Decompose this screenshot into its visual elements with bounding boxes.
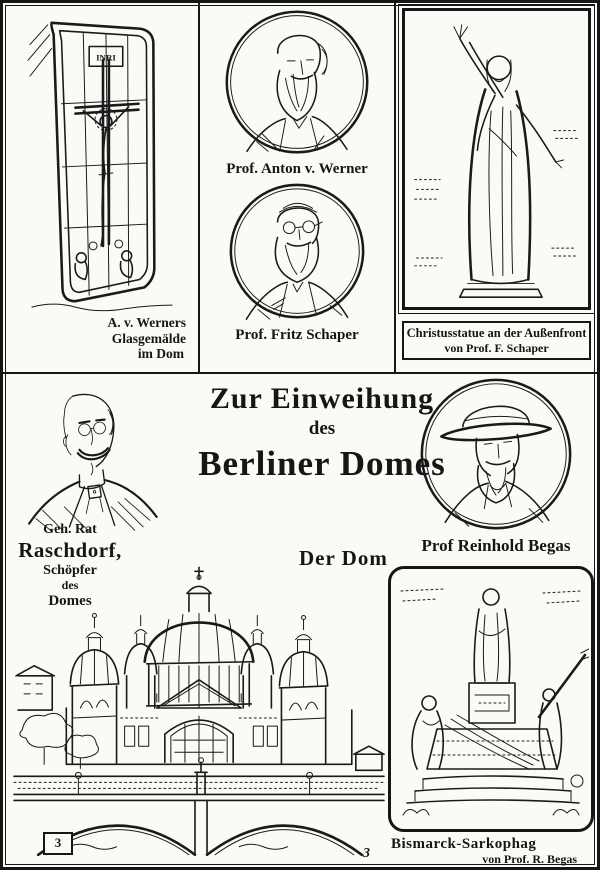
raschdorff-caption-line1: Geh. Rat bbox=[43, 522, 97, 537]
herald-figure-right bbox=[539, 649, 589, 769]
christus-caption-box bbox=[402, 321, 591, 360]
statue-inner-frame bbox=[402, 8, 591, 310]
bismarck-caption-line1: Bismarck-Sarkophag bbox=[391, 836, 537, 852]
title-line3: Berliner Domes bbox=[198, 444, 446, 483]
werner-portrait-medallion bbox=[215, 7, 379, 159]
far-left-building bbox=[16, 666, 54, 710]
dom-label: Der Dom bbox=[299, 546, 388, 570]
raschdorff-caption-line5: Domes bbox=[48, 593, 92, 610]
christus-caption-line2: von Prof. F. Schaper bbox=[444, 341, 549, 355]
glass-window-panel bbox=[3, 3, 200, 374]
raschdorff-caption-line3: Schöpfer bbox=[43, 563, 97, 579]
background-stippling bbox=[415, 131, 578, 266]
raschdorff-caption-line4: des bbox=[61, 578, 79, 593]
background-hatching bbox=[28, 25, 172, 311]
lamp-post-icon bbox=[75, 772, 81, 778]
christ-figure bbox=[454, 25, 564, 284]
raschdorff-bust bbox=[29, 394, 156, 532]
title-line1: Zur Einweihung bbox=[209, 382, 435, 415]
glass-caption-line2: Glasgemälde bbox=[111, 330, 186, 346]
raschdorff-caption bbox=[15, 522, 125, 610]
page-title bbox=[168, 382, 476, 484]
mourner-figure-left bbox=[412, 696, 443, 769]
stained-glass-window-illustration bbox=[21, 9, 185, 315]
right-kiosk bbox=[354, 746, 384, 770]
trees bbox=[20, 713, 99, 768]
pedestal bbox=[469, 683, 515, 723]
schaper-portrait-medallion bbox=[219, 183, 375, 325]
bismarck-statue bbox=[474, 589, 510, 683]
werner-caption: Prof. Anton v. Werner bbox=[226, 161, 368, 177]
main-section bbox=[3, 374, 597, 867]
plants bbox=[403, 775, 583, 815]
portrait-medallions-panel bbox=[200, 3, 396, 374]
werner-bust bbox=[247, 36, 347, 152]
glass-caption-line3: im Dom bbox=[137, 346, 184, 362]
glass-window-caption bbox=[108, 315, 187, 362]
christ-statue-illustration bbox=[407, 13, 585, 305]
statue-pedestal bbox=[460, 283, 542, 297]
engraver-signature-mark: 3 bbox=[363, 846, 370, 861]
plate-number-box: 3 bbox=[43, 832, 73, 855]
bismarck-sarcophagus-illustration bbox=[393, 571, 589, 827]
glass-caption-line1: A. v. Werners bbox=[107, 315, 186, 330]
christus-statue-panel bbox=[396, 3, 597, 374]
raschdorff-caption-line2: Raschdorf, bbox=[18, 538, 122, 563]
christus-caption-line1: Christusstatue an der Außenfront bbox=[406, 326, 587, 340]
bismarck-caption bbox=[391, 836, 595, 867]
bismarck-caption-line2: von Prof. R. Begas bbox=[482, 852, 577, 866]
pince-nez-icon bbox=[79, 424, 91, 436]
background-stippling bbox=[401, 589, 581, 603]
bismarck-sarcophagus-panel bbox=[388, 566, 594, 832]
schaper-caption: Prof. Fritz Schaper bbox=[235, 327, 359, 343]
title-line2: des bbox=[308, 418, 336, 439]
begas-caption: Prof Reinhold Begas bbox=[421, 536, 571, 555]
steps bbox=[407, 776, 579, 803]
central-dome bbox=[145, 567, 254, 706]
glasses-icon bbox=[283, 222, 295, 234]
inri-text: INRI bbox=[96, 52, 116, 63]
